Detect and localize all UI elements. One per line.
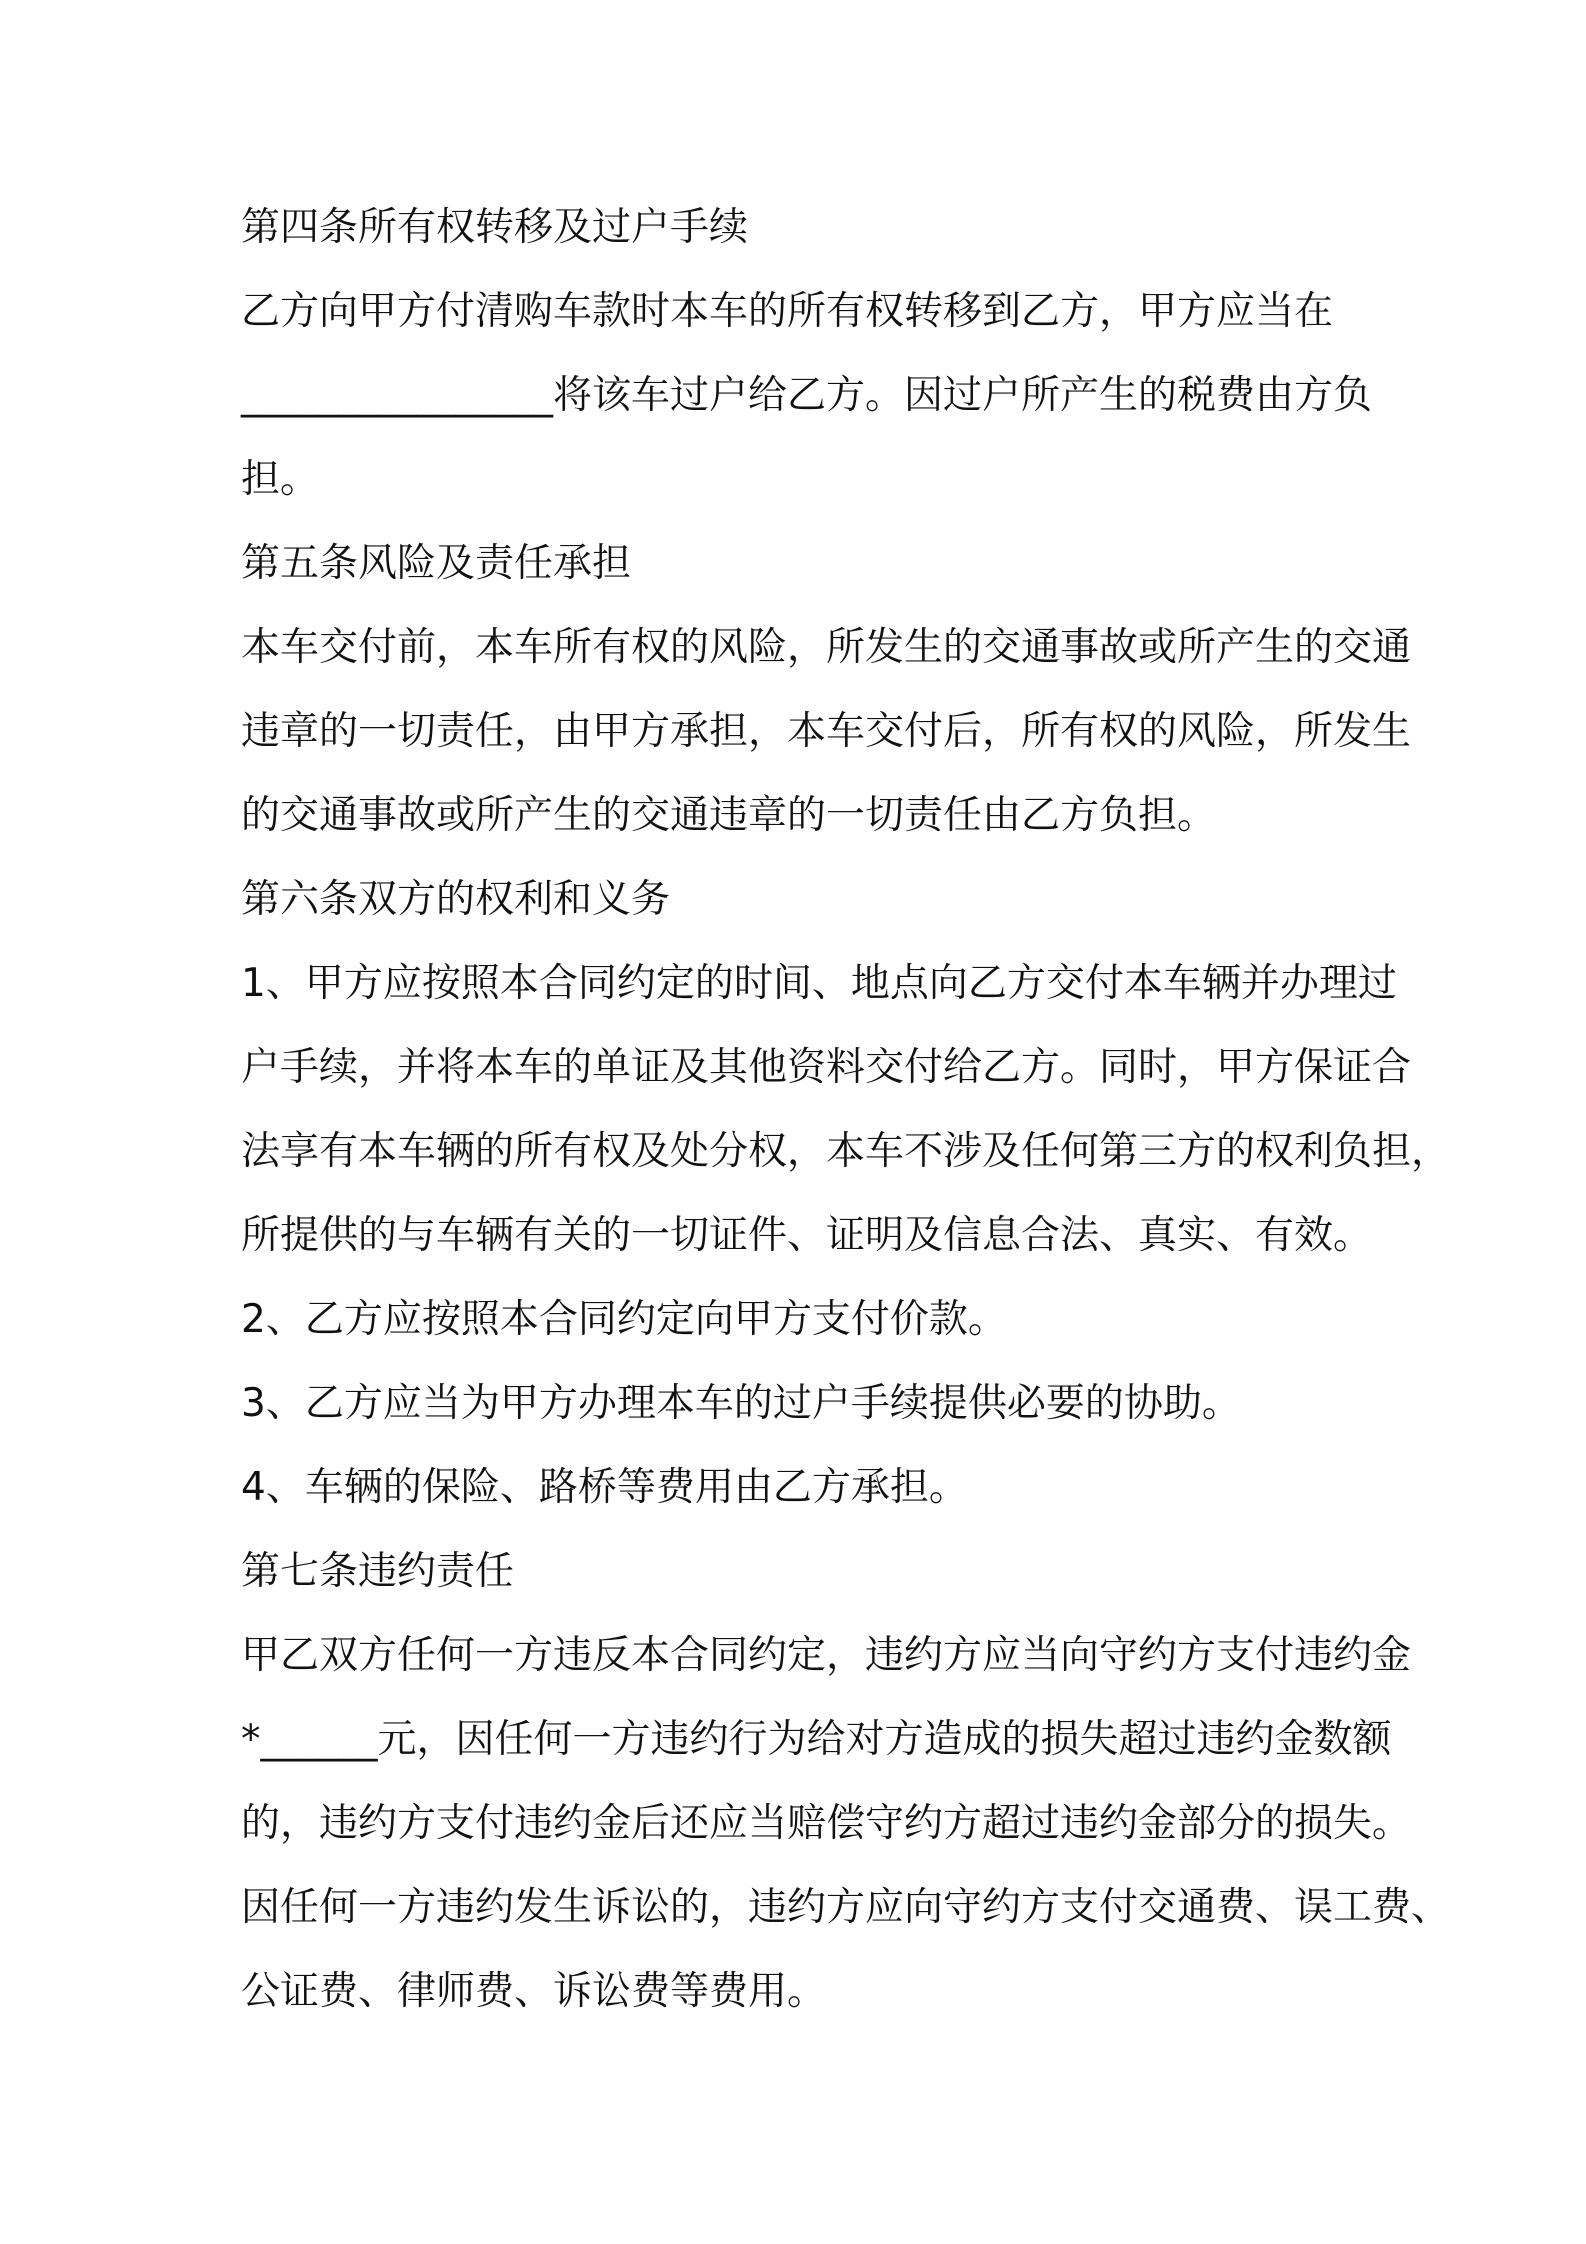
article-7-line-1: 甲乙双方任何一方违反本合同约定，违约方应当向守约方支付违约金 [241,1633,1412,1678]
article-5-line-2: 违章的一切责任，由甲方承担，本车交付后，所有权的风险，所发生 [241,709,1412,754]
article-6-line-5: 2、乙方应按照本合同约定向甲方支付价款。 [241,1297,1007,1342]
article-7-line-2: *______元，因任何一方违约行为给对方造成的损失超过违约金数额 [241,1717,1392,1762]
article-6-line-1: 1、甲方应按照本合同约定的时间、地点向乙方交付本车辆并办理过 [241,961,1397,1006]
article-6-line-6: 3、乙方应当为甲方办理本车的过户手续提供必要的协助。 [241,1381,1241,1426]
article-7-heading: 第七条违约责任 [241,1549,515,1594]
article-7-line-5: 公证费、律师费、诉讼费等费用。 [241,1969,827,2014]
article-4-line-3: 担。 [241,457,320,502]
article-6-line-4: 所提供的与车辆有关的一切证件、证明及信息合法、真实、有效。 [241,1213,1373,1258]
article-4-heading: 第四条所有权转移及过户手续 [241,205,749,250]
article-5-heading: 第五条风险及责任承担 [241,541,632,586]
article-7-line-4: 因任何一方违约发生诉讼的，违约方应向守约方支付交通费、误工费、 [241,1885,1451,1930]
article-4-line-1: 乙方向甲方付清购车款时本车的所有权转移到乙方，甲方应当在 [241,289,1334,334]
article-6-line-2: 户手续，并将本车的单证及其他资料交付给乙方。同时，甲方保证合 [241,1045,1412,1090]
article-6-heading: 第六条双方的权利和义务 [241,877,671,922]
article-5-line-1: 本车交付前，本车所有权的风险，所发生的交通事故或所产生的交通 [241,625,1412,670]
article-5-line-3: 的交通事故或所产生的交通违章的一切责任由乙方负担。 [241,793,1217,838]
article-7-line-3: 的，违约方支付违约金后还应当赔偿守约方超过违约金部分的损失。 [241,1801,1412,1846]
article-6-line-3: 法享有本车辆的所有权及处分权，本车不涉及任何第三方的权利负担， [241,1129,1451,1174]
article-6-line-7: 4、车辆的保险、路桥等费用由乙方承担。 [241,1465,968,1510]
article-4-line-2: ________________将该车过户给乙方。因过户所产生的税费由方负 [241,373,1373,418]
